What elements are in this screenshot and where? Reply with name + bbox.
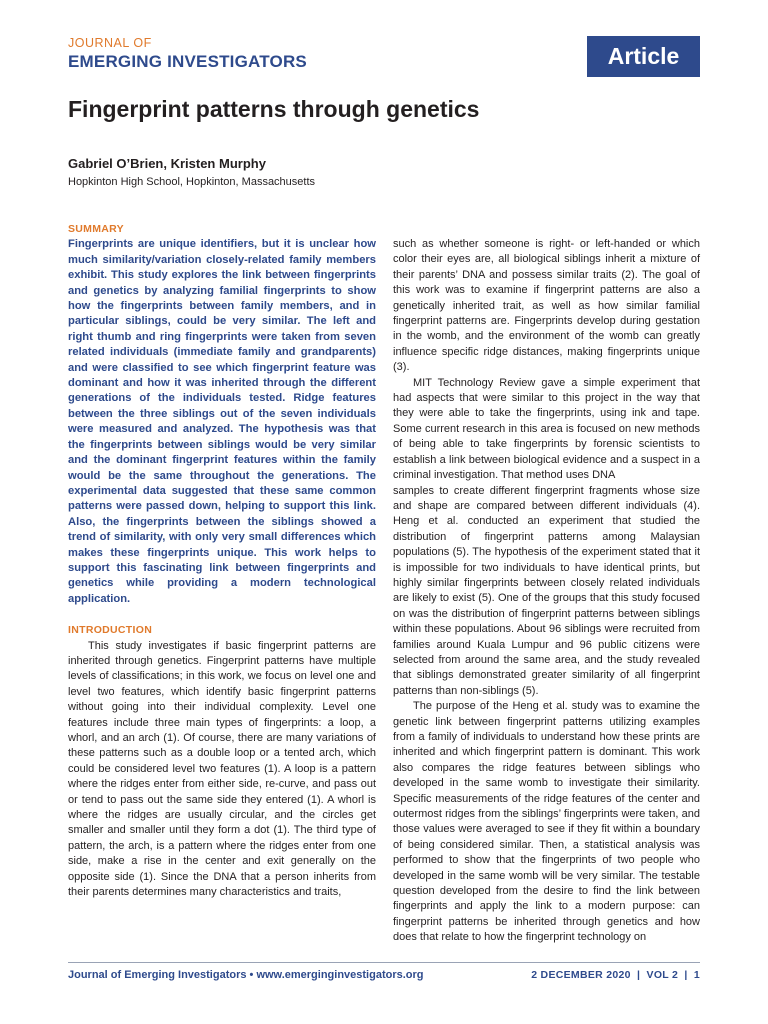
footer-divider — [68, 962, 700, 963]
article-badge: Article — [587, 36, 700, 77]
left-column — [68, 222, 376, 900]
body-paragraph-2a: MIT Technology Review gave a simple experiment that had aspects that were similar to this project in the way that they were able to take the fingerprints, using ink and tape. Some current research in this area is focused on new methods of being able to take fingerprints by forensic scientists to establish a link between biological evidence and a suspect in a criminal investigation. That method uses DNA — [393, 376, 700, 482]
body-paragraph-3: The purpose of the Heng et al. study was to examine the genetic link between fingerprint patterns utilizing examples from a family of individuals to understand how these prints are inherited and which fingerprint pattern is dominant. This work also compares the ridge features between siblings who developed in the same womb to investigate their similarity. Specific measurements of the ridge features of the center and outermost ridges from the siblings’ fingerprints were taken, and those values were averaged to see if they fit within a boundary of being considered similar. Then, a statistical analysis was performed to show that the fingerprints of two people who developed in the same womb will be very similar. The testable question developed from the desire to find the link between fingerprints and apply the link to a modern purpose: can fingerprint patterns be inherited through genetics and how does that relate to how the fingerprint technology on — [393, 700, 700, 944]
journal-logo — [68, 37, 307, 70]
paper-authors: Gabriel O’Brien, Kristen Murphy — [68, 156, 266, 171]
footer-meta — [531, 969, 700, 981]
footer-volume: VOL 2 — [646, 969, 679, 981]
journal-logo-small: JOURNAL OF — [68, 36, 152, 50]
summary-heading: SUMMARY — [68, 223, 124, 235]
footer-journal-link: Journal of Emerging Investigators • www.emerginginvestigators.org — [68, 969, 424, 981]
body-paragraph-2b: samples to create different fingerprint fragments whose size and shape are compared between different individuals (4). Heng et al. conducted an experiment that studied the distribution of fingerprint patterns among Malaysian populations (5). The hypothesis of the experiment stated that it is impossible for two individuals to have identical prints, but highly similar fingerprints between closely related individuals are likely to exist (5). One of the groups that this study focused on was the distribution of fingerprint patterns between siblings within these populations. About 96 siblings were recruited from families around Kuala Lumpur and 96 public citizens were selected from around the same area, and the study revealed that siblings demonstrated greater similarity of all fingerprint patterns than non-siblings (5). — [393, 484, 700, 697]
body-paragraph-1: such as whether someone is right- or left-handed or which color their eyes are, all biological siblings inherit a mixture of their parents’ DNA and possess similar traits (2). The goal of this work was to examine if fingerprint patterns are also a genetically inherited trait, as well as how similar familial fingerprint patterns are. Fingerprints develop during gestation in the womb, and the environment of the womb can greatly influence specific ridge distances, making fingerprints unique (3). — [393, 238, 700, 374]
introduction-heading: INTRODUCTION — [68, 624, 153, 637]
footer-page-number: 1 — [693, 969, 700, 981]
footer-separator: | — [684, 969, 688, 981]
journal-logo-big: EMERGING INVESTIGATORS — [68, 51, 307, 71]
right-column — [393, 237, 700, 946]
paper-affiliation: Hopkinton High School, Hopkinton, Massachusetts — [68, 176, 316, 188]
introduction-paragraph-1: This study investigates if basic fingerprint patterns are inherited through genetics. Fingerprint patterns have multiple levels of classifications; in this work, we focus on level one and level two features, which identify basic fingerprint patterns without going into their individual complexity. Level one features include three main types of fingerprints: a loop, a whorl, and an arch (1). Of course, there are many variations of these patterns such as a double loop or a tented arch, which could be considered level two features (1). A loop is a pattern where the ridges enter from either side, re-curve, and pass out or tend to pass out the same side they entered (1). A whorl is where the ridges are usually circular, and the circles get smaller and smaller until they form a dot (1). The third type of pattern, the arch, is a pattern where the ridges enter from one side, make a rise in the center and exit generally on the opposite side (1). Since the DNA that a person inherits from their parents determines many characteristics and traits, — [68, 639, 376, 899]
footer-date: 2 DECEMBER 2020 — [531, 969, 631, 981]
footer-separator: | — [637, 969, 641, 981]
summary-text: Fingerprints are unique identifiers, but it is unclear how much similarity/variation closely-related family members exhibit. This study explores the link between fingerprints and genetics by analyzing familial fingerprints to show how the fingerprints between family members, and in particular siblings, could be very similar. The left and right thumb and ring fingerprints were taken from seven related individuals (immediate family and grandparents) and were classified to see which fingerprint feature was dominant and how it was inherited through the different generations of the individuals tested. Ridge features between the three siblings out of the seven individuals were measured and analyzed. The hypothesis was that the fingerprints between siblings would be very similar and the dominant fingerprint features within the family would be the same throughout the generations. The experimental data suggested that these same common patterns were passed down, helping to support this link. Also, the fingerprints between the siblings showed a trend of similarity, with only very small differences which makes these fingerprints unique. This work helps to support this fascinating link between fingerprints and genetics while providing a modern technological application. — [68, 238, 376, 605]
paper-title: Fingerprint patterns through genetics — [68, 96, 480, 122]
